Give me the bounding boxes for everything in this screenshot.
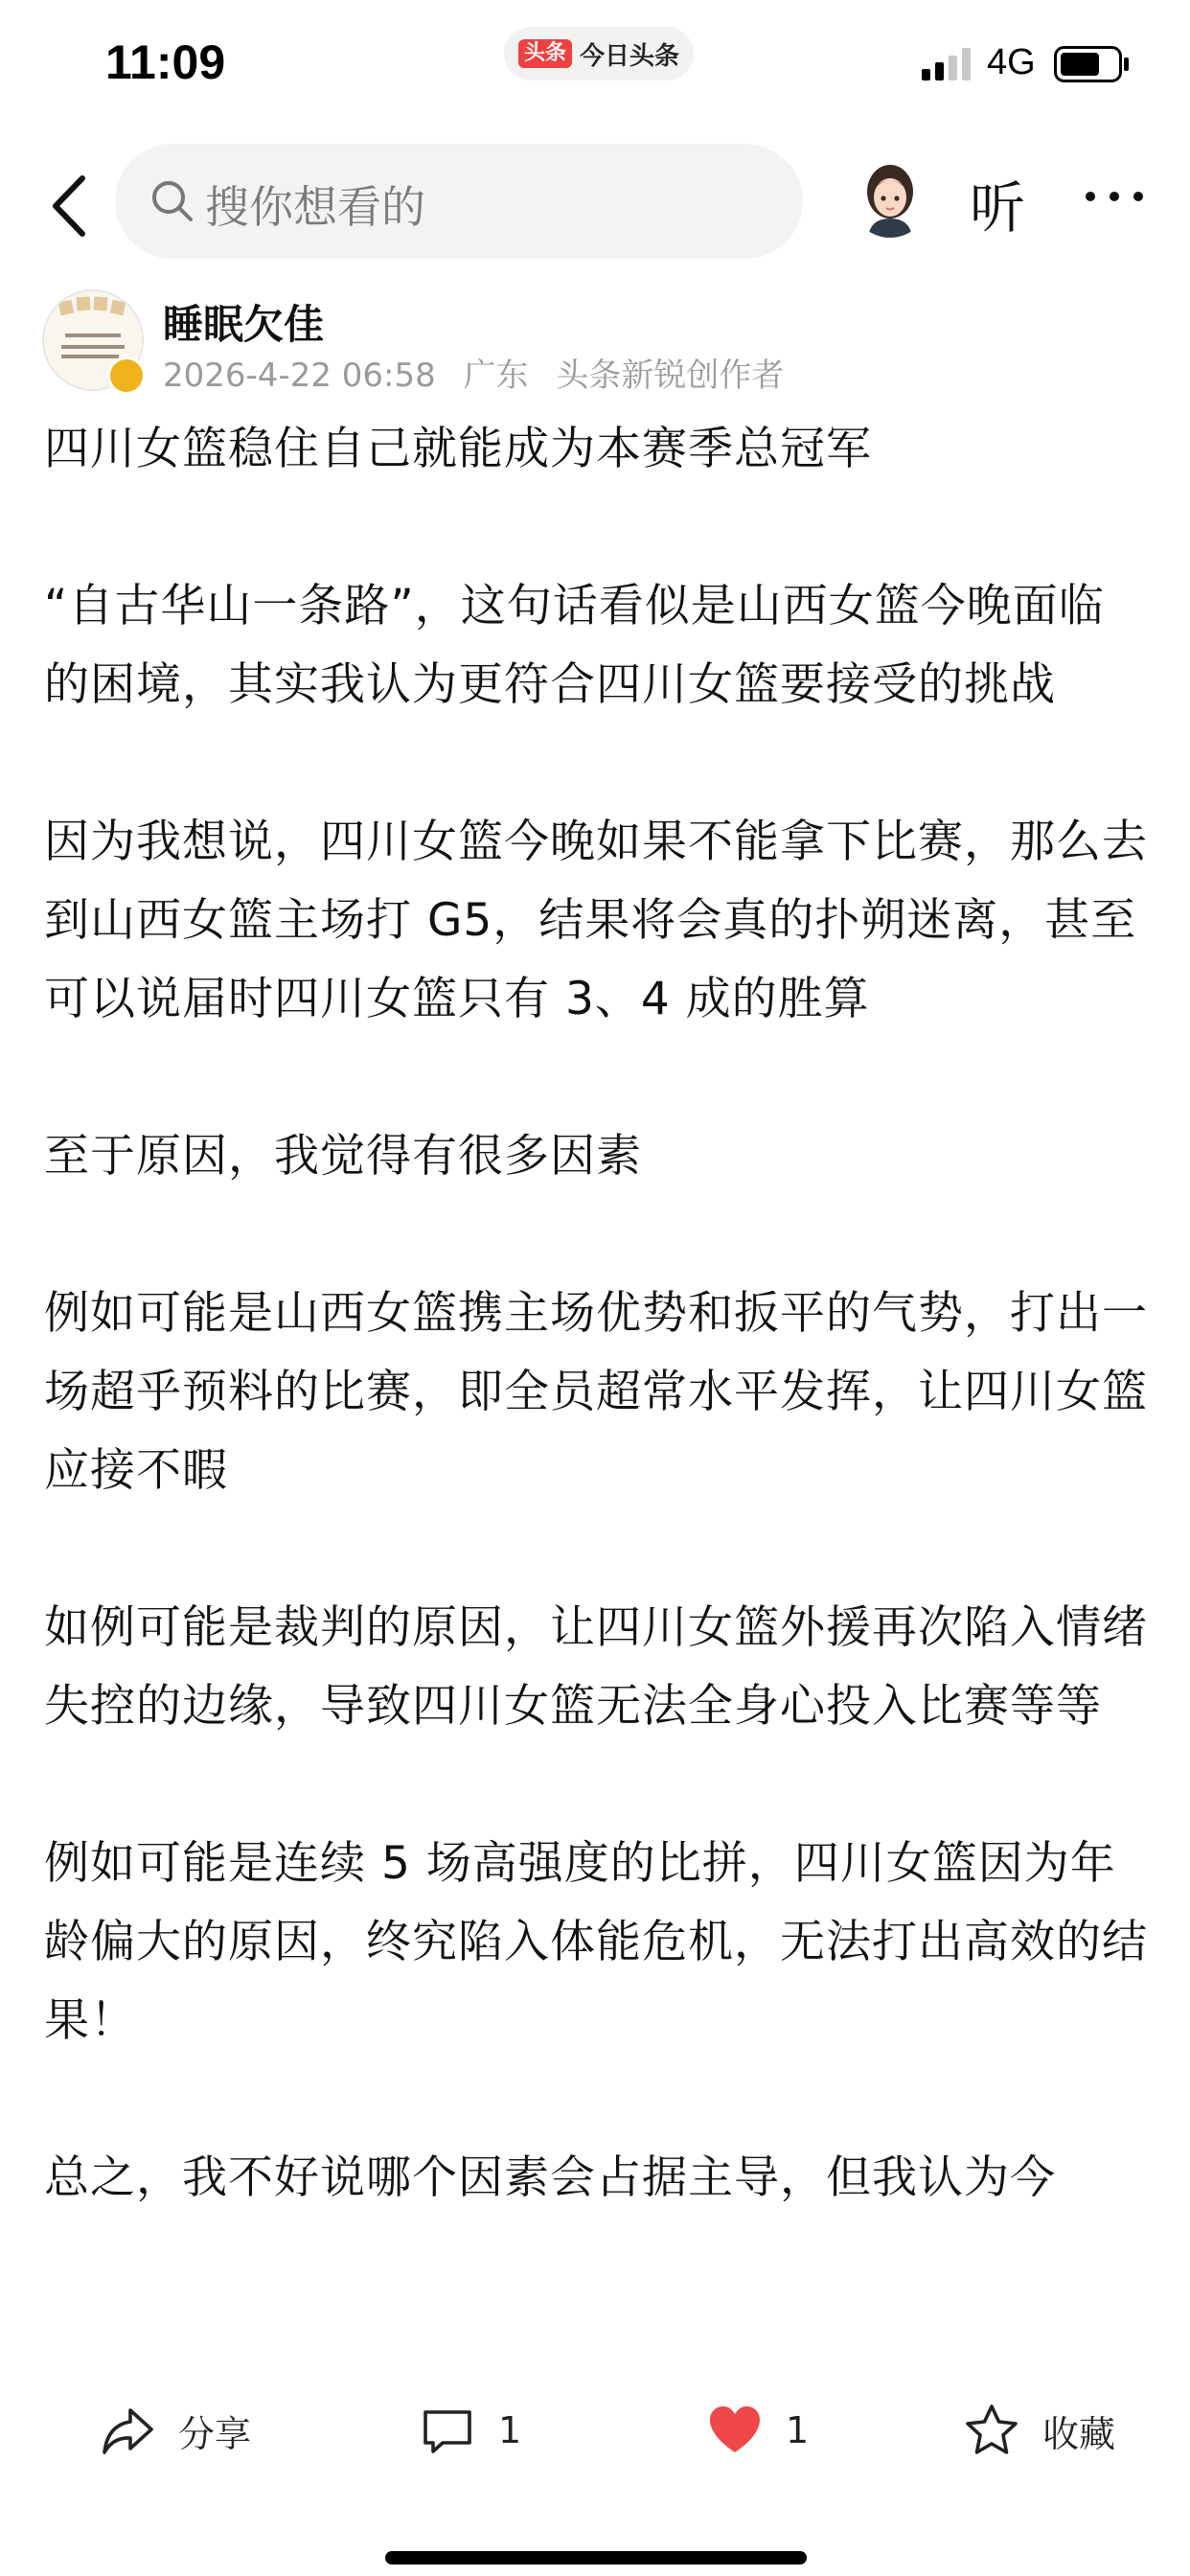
like-count: 1	[786, 2409, 810, 2451]
app-badge[interactable]	[504, 27, 694, 80]
article-paragraph: 如例可能是裁判的原因，让四川女篮外援再次陷入情绪失控的边缘，导致四川女篮无法全身心投入比赛等等	[44, 1601, 1148, 1733]
star-icon	[964, 2403, 1019, 2458]
article-paragraph: 因为我想说，四川女篮今晚如果不能拿下比赛，那么去到山西女篮主场打 G5，结果将会真的扑朔迷离，甚至可以说届时四川女篮只有 3、4 成的胜算	[44, 816, 1148, 1025]
creator-badge-icon	[107, 356, 146, 395]
comment-count: 1	[498, 2409, 522, 2451]
search-input[interactable]	[115, 144, 803, 259]
user-avatar[interactable]	[851, 159, 929, 238]
article-paragraph: “自古华山一条路”，这句话看似是山西女篮今晚面临的困境，其实我认为更符合四川女篮要接受的挑战	[44, 580, 1105, 711]
article-paragraph: 例如可能是连续 5 场高强度的比拼，四川女篮因为年龄偏大的原因，终究陷入体能危机，无法打出高效的结果！	[44, 1837, 1148, 2047]
network-type: 4G	[987, 42, 1036, 82]
comment-button[interactable]	[420, 2396, 521, 2465]
article-paragraph: 例如可能是山西女篮携主场优势和扳平的气势，打出一场超乎预料的比赛，即全员超常水平发挥，让四川女篮应接不暇	[44, 1287, 1148, 1497]
creator-tag: 头条新锐创作者	[556, 356, 785, 395]
article-paragraph: 至于原因，我觉得有很多因素	[44, 1130, 642, 1183]
listen-button[interactable]: 听	[970, 175, 1026, 241]
back-arrow-icon[interactable]	[46, 172, 94, 240]
share-label: 分享	[178, 2412, 252, 2455]
bottom-action-bar	[0, 2375, 1190, 2576]
article-body	[44, 410, 1148, 2296]
status-time: 11:09	[105, 35, 226, 89]
app-name: 今日头条	[580, 41, 680, 71]
author-name[interactable]: 睡眠欠佳	[163, 301, 325, 348]
author-meta	[163, 349, 801, 396]
cellular-signal-icon	[922, 48, 972, 80]
post-location: 广东	[463, 356, 529, 395]
search-icon	[149, 178, 195, 224]
article-paragraph: 四川女篮稳住自己就能成为本赛季总冠军	[44, 423, 872, 475]
comment-icon	[420, 2403, 475, 2458]
more-options-icon[interactable]	[1083, 182, 1146, 211]
status-bar	[0, 0, 1190, 134]
home-indicator[interactable]	[385, 2551, 807, 2564]
article-paragraph: 总之，我不好说哪个因素会占据主导，但我认为今	[44, 2151, 1056, 2204]
favorite-button[interactable]	[964, 2396, 1115, 2465]
post-timestamp: 2026-4-22 06:58	[163, 356, 436, 395]
battery-icon	[1054, 46, 1131, 82]
like-button[interactable]	[707, 2396, 809, 2465]
nav-bar	[0, 134, 1190, 274]
share-button[interactable]	[100, 2396, 251, 2465]
search-placeholder: 搜你想看的	[205, 181, 425, 233]
favorite-label: 收藏	[1042, 2412, 1116, 2455]
app-logo: 头条	[518, 39, 572, 68]
heart-icon	[707, 2403, 763, 2458]
share-icon	[100, 2403, 155, 2458]
